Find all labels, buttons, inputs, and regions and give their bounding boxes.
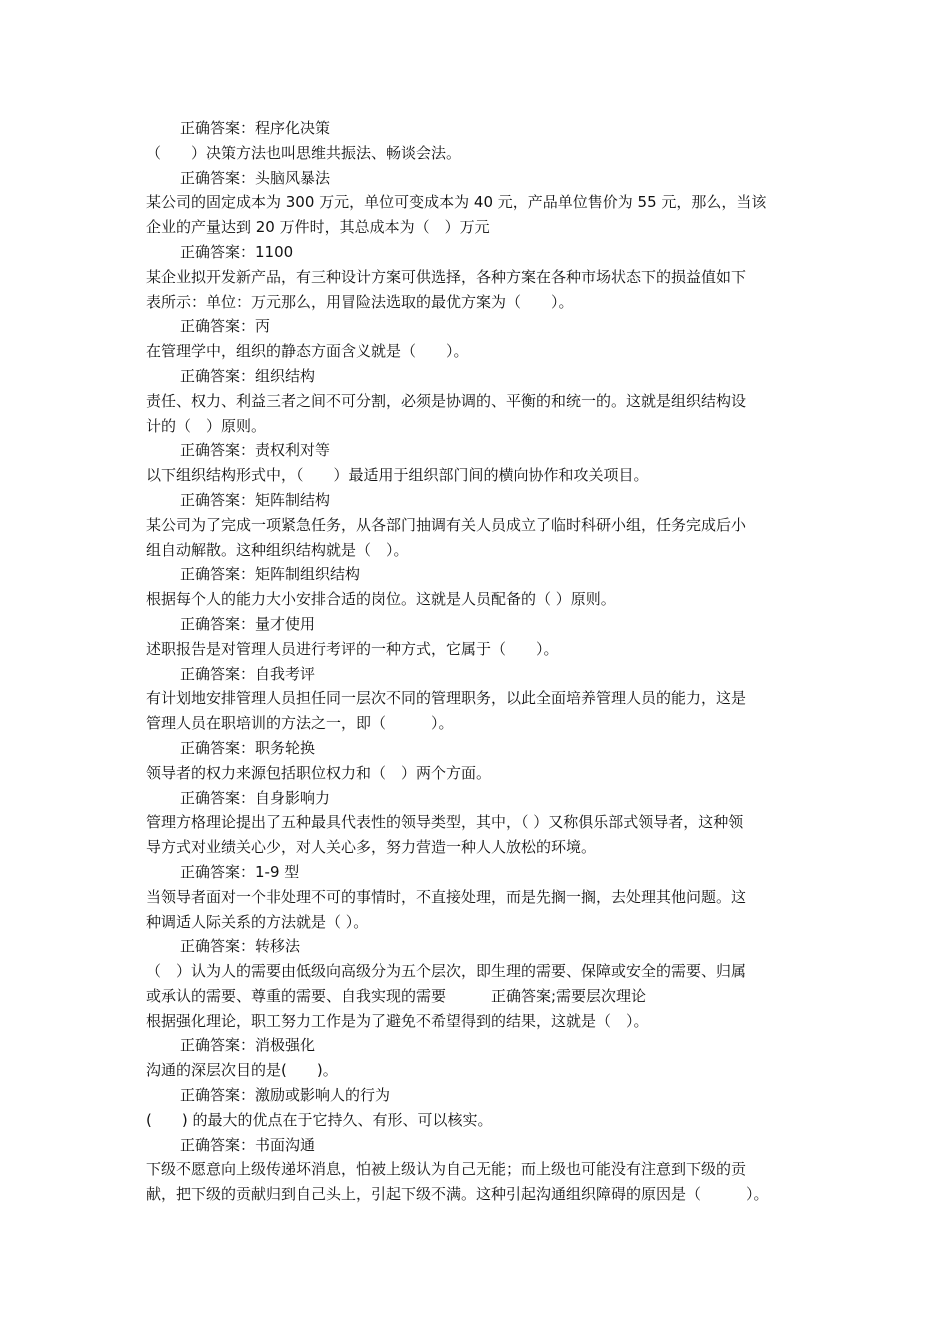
question-line: 当领导者面对一个非处理不可的事情时，不直接处理，而是先搁一搁，去处理其他问题。这 — [146, 887, 747, 906]
question-line: 表所示：单位：万元那么，用冒险法选取的最优方案为（ ）。 — [146, 292, 574, 311]
question-line: 根据每个人的能力大小安排合适的岗位。这就是人员配备的（ ）原则。 — [146, 590, 616, 609]
question-line: （ ）认为人的需要由低级向高级分为五个层次，即生理的需要、保障或安全的需要、归属 — [146, 962, 747, 981]
question-line: 组自动解散。这种组织结构就是（ ）。 — [146, 540, 409, 559]
question-line: 种调适人际关系的方法就是（ ）。 — [146, 912, 369, 931]
answer-line: 正确答案：职务轮换 — [180, 738, 316, 757]
answer-line: 正确答案：书面沟通 — [180, 1135, 316, 1154]
document-body — [146, 116, 810, 1207]
question-line: 有计划地安排管理人员担任同一层次不同的管理职务，以此全面培养管理人员的能力，这是 — [146, 689, 747, 708]
answer-line: 正确答案：1-9 型 — [180, 862, 300, 881]
question-line: 某企业拟开发新产品，有三种设计方案可供选择，各种方案在各种市场状态下的损益值如下 — [146, 267, 747, 286]
question-line: 某公司的固定成本为 300 万元，单位可变成本为 40 元，产品单位售价为 55 元，那么，当该 — [146, 193, 767, 212]
answer-line: 正确答案：责权利对等 — [180, 441, 331, 460]
answer-line: 正确答案：组织结构 — [180, 366, 316, 385]
question-line: 在管理学中，组织的静态方面含义就是（ ）。 — [146, 342, 469, 361]
answer-line: 正确答案：矩阵制组织结构 — [180, 565, 361, 584]
answer-line: 正确答案：程序化决策 — [180, 119, 331, 137]
answer-line: 正确答案：消极强化 — [180, 1036, 316, 1055]
question-line: 计的（ ）原则。 — [146, 416, 267, 435]
question-line: 沟通的深层次目的是( )。 — [146, 1061, 338, 1080]
question-line: ( ) 的最大的优点在于它持久、有形、可以核实。 — [146, 1110, 493, 1129]
answer-line: 正确答案：1100 — [180, 242, 294, 261]
answer-line: 正确答案：丙 — [180, 317, 271, 336]
answer-line: 正确答案：自身影响力 — [180, 788, 331, 807]
answer-line: 正确答案：矩阵制结构 — [180, 490, 331, 509]
answer-line: 正确答案：转移法 — [180, 937, 301, 956]
question-line: 某公司为了完成一项紧急任务，从各部门抽调有关人员成立了临时科研小组，任务完成后小 — [146, 515, 747, 534]
answer-line: 正确答案：量才使用 — [180, 614, 316, 633]
question-line: 管理方格理论提出了五种最具代表性的领导类型，其中，（ ）又称俱乐部式领导者，这种领 — [146, 813, 744, 832]
question-line: 导方式对业绩关心少，对人关心多，努力营造一种人人放松的环境。 — [146, 838, 597, 857]
question-line: 献，把下级的贡献归到自己头上，引起下级不满。这种引起沟通组织障碍的原因是（ ）。 — [146, 1185, 769, 1204]
question-line: 责任、权力、利益三者之间不可分割，必须是协调的、平衡的和统一的。这就是组织结构设 — [146, 391, 747, 410]
question-line: 企业的产量达到 20 万件时，其总成本为（ ）万元 — [146, 218, 490, 237]
answer-line: 正确答案：激励或影响人的行为 — [180, 1086, 391, 1105]
question-line: 以下组织结构形式中，（ ）最适用于组织部门间的横向协作和攻关项目。 — [146, 466, 649, 485]
question-line: 述职报告是对管理人员进行考评的一种方式，它属于（ ）。 — [146, 639, 559, 658]
question-line: 管理人员在职培训的方法之一，即（ ）。 — [146, 714, 454, 733]
question-line: 根据强化理论，职工努力工作是为了避免不希望得到的结果，这就是（ ）。 — [146, 1011, 649, 1030]
answer-line: 正确答案：头脑风暴法 — [180, 168, 331, 187]
question-line: 或承认的需要、尊重的需要、自我实现的需要 正确答案;需要层次理论 — [146, 986, 647, 1005]
answer-line: 正确答案：自我考评 — [180, 664, 316, 683]
question-line: （ ）决策方法也叫思维共振法、畅谈会法。 — [146, 143, 462, 162]
question-line: 下级不愿意向上级传递坏消息，怕被上级认为自己无能；而上级也可能没有注意到下级的贡 — [146, 1160, 747, 1179]
question-line: 领导者的权力来源包括职位权力和（ ）两个方面。 — [146, 763, 492, 782]
